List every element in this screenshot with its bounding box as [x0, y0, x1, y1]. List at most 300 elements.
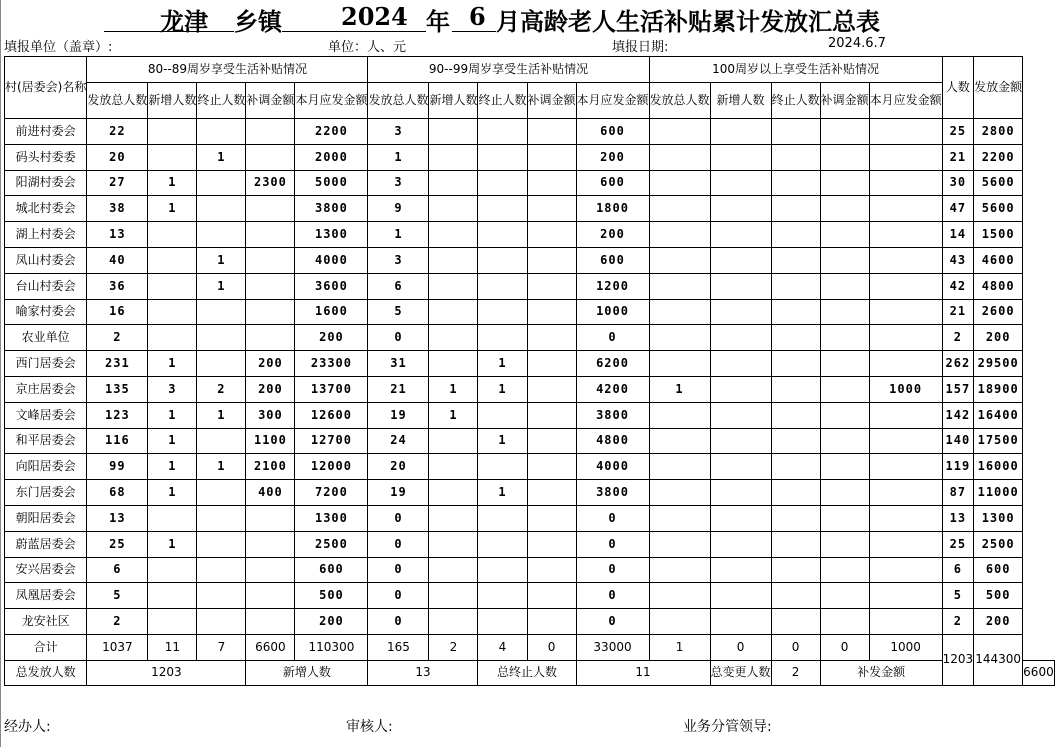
- data-cell[interactable]: 200: [246, 351, 295, 377]
- data-cell[interactable]: 123: [87, 402, 148, 428]
- data-cell[interactable]: [771, 480, 820, 506]
- data-cell[interactable]: 4600: [974, 247, 1023, 273]
- data-cell[interactable]: [148, 583, 197, 609]
- data-cell[interactable]: 0: [576, 609, 649, 635]
- data-cell[interactable]: [771, 583, 820, 609]
- data-cell[interactable]: 22: [87, 119, 148, 145]
- data-cell[interactable]: [710, 196, 771, 222]
- data-cell[interactable]: 1: [197, 144, 246, 170]
- data-cell[interactable]: [649, 170, 710, 196]
- data-cell[interactable]: 17500: [974, 428, 1023, 454]
- data-cell[interactable]: 2: [942, 325, 974, 351]
- data-cell[interactable]: 1: [148, 454, 197, 480]
- data-cell[interactable]: [527, 273, 576, 299]
- village-name-cell[interactable]: 城北村委会: [5, 196, 87, 222]
- data-cell[interactable]: [649, 247, 710, 273]
- village-name-cell[interactable]: 农业单位: [5, 325, 87, 351]
- data-cell[interactable]: [527, 557, 576, 583]
- total-cell[interactable]: 0: [820, 634, 869, 660]
- data-cell[interactable]: [527, 454, 576, 480]
- village-name-cell[interactable]: 喻家村委会: [5, 299, 87, 325]
- data-cell[interactable]: [649, 583, 710, 609]
- data-cell[interactable]: 18900: [974, 376, 1023, 402]
- data-cell[interactable]: [710, 505, 771, 531]
- data-cell[interactable]: 1: [478, 480, 527, 506]
- data-cell[interactable]: [771, 505, 820, 531]
- data-cell[interactable]: 21: [942, 144, 974, 170]
- data-cell[interactable]: 13: [87, 505, 148, 531]
- data-cell[interactable]: [649, 351, 710, 377]
- data-cell[interactable]: [197, 170, 246, 196]
- data-cell[interactable]: 3: [148, 376, 197, 402]
- data-cell[interactable]: 87: [942, 480, 974, 506]
- data-cell[interactable]: 2600: [974, 299, 1023, 325]
- data-cell[interactable]: 2: [87, 609, 148, 635]
- data-cell[interactable]: 119: [942, 454, 974, 480]
- data-cell[interactable]: [429, 351, 478, 377]
- data-cell[interactable]: 262: [942, 351, 974, 377]
- data-cell[interactable]: 200: [295, 325, 368, 351]
- data-cell[interactable]: 0: [576, 583, 649, 609]
- data-cell[interactable]: 600: [974, 557, 1023, 583]
- data-cell[interactable]: [246, 583, 295, 609]
- data-cell[interactable]: [478, 119, 527, 145]
- data-cell[interactable]: 1000: [576, 299, 649, 325]
- village-name-cell[interactable]: 文峰居委会: [5, 402, 87, 428]
- data-cell[interactable]: [429, 273, 478, 299]
- data-cell[interactable]: [429, 557, 478, 583]
- data-cell[interactable]: 600: [576, 247, 649, 273]
- summary-end-value[interactable]: 11: [576, 660, 710, 685]
- data-cell[interactable]: 25: [942, 531, 974, 557]
- data-cell[interactable]: [197, 299, 246, 325]
- data-cell[interactable]: [869, 557, 942, 583]
- data-cell[interactable]: 25: [942, 119, 974, 145]
- data-cell[interactable]: [197, 428, 246, 454]
- data-cell[interactable]: [820, 609, 869, 635]
- data-cell[interactable]: 2200: [295, 119, 368, 145]
- data-cell[interactable]: [478, 402, 527, 428]
- data-cell[interactable]: [246, 531, 295, 557]
- total-cell[interactable]: 2: [429, 634, 478, 660]
- data-cell[interactable]: 1: [649, 376, 710, 402]
- data-cell[interactable]: 0: [576, 505, 649, 531]
- data-cell[interactable]: [148, 609, 197, 635]
- data-cell[interactable]: [527, 325, 576, 351]
- summary-supp-label[interactable]: 补发金额: [820, 660, 942, 685]
- data-cell[interactable]: 0: [368, 505, 429, 531]
- data-cell[interactable]: 1: [148, 531, 197, 557]
- data-cell[interactable]: [527, 583, 576, 609]
- data-cell[interactable]: [869, 402, 942, 428]
- data-cell[interactable]: 1: [429, 402, 478, 428]
- data-cell[interactable]: 2800: [974, 119, 1023, 145]
- data-cell[interactable]: [197, 119, 246, 145]
- data-cell[interactable]: [710, 299, 771, 325]
- data-cell[interactable]: 0: [368, 531, 429, 557]
- data-cell[interactable]: 1800: [576, 196, 649, 222]
- data-cell[interactable]: [148, 557, 197, 583]
- data-cell[interactable]: [429, 325, 478, 351]
- data-cell[interactable]: [148, 325, 197, 351]
- data-cell[interactable]: [148, 299, 197, 325]
- data-cell[interactable]: 7200: [295, 480, 368, 506]
- data-cell[interactable]: 2500: [974, 531, 1023, 557]
- data-cell[interactable]: [771, 273, 820, 299]
- summary-change-value[interactable]: 2: [771, 660, 820, 685]
- data-cell[interactable]: 2200: [974, 144, 1023, 170]
- data-cell[interactable]: 1: [148, 480, 197, 506]
- data-cell[interactable]: [771, 428, 820, 454]
- data-cell[interactable]: 1300: [974, 505, 1023, 531]
- data-cell[interactable]: [527, 351, 576, 377]
- data-cell[interactable]: 27: [87, 170, 148, 196]
- data-cell[interactable]: 9: [368, 196, 429, 222]
- data-cell[interactable]: 68: [87, 480, 148, 506]
- data-cell[interactable]: 1300: [295, 222, 368, 248]
- data-cell[interactable]: [246, 609, 295, 635]
- data-cell[interactable]: [820, 144, 869, 170]
- data-cell[interactable]: [197, 505, 246, 531]
- data-cell[interactable]: 0: [368, 325, 429, 351]
- data-cell[interactable]: [148, 222, 197, 248]
- data-cell[interactable]: [429, 531, 478, 557]
- data-cell[interactable]: 0: [368, 557, 429, 583]
- data-cell[interactable]: [527, 609, 576, 635]
- data-cell[interactable]: [649, 119, 710, 145]
- data-cell[interactable]: [478, 144, 527, 170]
- data-cell[interactable]: [820, 325, 869, 351]
- data-cell[interactable]: 2000: [295, 144, 368, 170]
- data-cell[interactable]: [771, 247, 820, 273]
- data-cell[interactable]: [649, 428, 710, 454]
- data-cell[interactable]: 14: [942, 222, 974, 248]
- data-cell[interactable]: [649, 480, 710, 506]
- total-cell[interactable]: 11: [148, 634, 197, 660]
- data-cell[interactable]: [527, 119, 576, 145]
- data-cell[interactable]: 40: [87, 247, 148, 273]
- data-cell[interactable]: 16000: [974, 454, 1023, 480]
- data-cell[interactable]: 1: [478, 376, 527, 402]
- data-cell[interactable]: 0: [576, 531, 649, 557]
- data-cell[interactable]: [148, 247, 197, 273]
- data-cell[interactable]: [246, 247, 295, 273]
- summary-supp-value[interactable]: 6600: [1023, 660, 1055, 685]
- data-cell[interactable]: [246, 144, 295, 170]
- data-cell[interactable]: [820, 428, 869, 454]
- data-cell[interactable]: [710, 402, 771, 428]
- village-name-cell[interactable]: 安兴居委会: [5, 557, 87, 583]
- data-cell[interactable]: 4800: [576, 428, 649, 454]
- data-cell[interactable]: [148, 273, 197, 299]
- data-cell[interactable]: [429, 480, 478, 506]
- data-cell[interactable]: [429, 583, 478, 609]
- data-cell[interactable]: 1200: [576, 273, 649, 299]
- data-cell[interactable]: 1100: [246, 428, 295, 454]
- data-cell[interactable]: 3: [368, 170, 429, 196]
- data-cell[interactable]: [710, 351, 771, 377]
- data-cell[interactable]: [820, 531, 869, 557]
- data-cell[interactable]: [197, 480, 246, 506]
- village-name-cell[interactable]: 湖上村委会: [5, 222, 87, 248]
- data-cell[interactable]: 1: [148, 428, 197, 454]
- data-cell[interactable]: 200: [246, 376, 295, 402]
- data-cell[interactable]: [148, 505, 197, 531]
- data-cell[interactable]: 21: [942, 299, 974, 325]
- data-cell[interactable]: [246, 557, 295, 583]
- data-cell[interactable]: [649, 531, 710, 557]
- village-name-cell[interactable]: 龙安社区: [5, 609, 87, 635]
- data-cell[interactable]: [246, 505, 295, 531]
- data-cell[interactable]: [869, 170, 942, 196]
- data-cell[interactable]: 1600: [295, 299, 368, 325]
- data-cell[interactable]: 3800: [295, 196, 368, 222]
- data-cell[interactable]: 20: [87, 144, 148, 170]
- data-cell[interactable]: [527, 222, 576, 248]
- data-cell[interactable]: [710, 454, 771, 480]
- data-cell[interactable]: [820, 222, 869, 248]
- data-cell[interactable]: 20: [368, 454, 429, 480]
- data-cell[interactable]: 6: [87, 557, 148, 583]
- data-cell[interactable]: 42: [942, 273, 974, 299]
- data-cell[interactable]: [710, 557, 771, 583]
- data-cell[interactable]: [869, 351, 942, 377]
- data-cell[interactable]: 24: [368, 428, 429, 454]
- data-cell[interactable]: 1: [197, 454, 246, 480]
- data-cell[interactable]: [820, 480, 869, 506]
- data-cell[interactable]: [429, 196, 478, 222]
- data-cell[interactable]: [710, 428, 771, 454]
- data-cell[interactable]: [478, 299, 527, 325]
- data-cell[interactable]: 1: [148, 402, 197, 428]
- data-cell[interactable]: [527, 531, 576, 557]
- data-cell[interactable]: 0: [576, 557, 649, 583]
- data-cell[interactable]: 600: [576, 119, 649, 145]
- data-cell[interactable]: 5000: [295, 170, 368, 196]
- village-name-cell[interactable]: 蔚蓝居委会: [5, 531, 87, 557]
- data-cell[interactable]: 1300: [295, 505, 368, 531]
- data-cell[interactable]: 1: [148, 170, 197, 196]
- data-cell[interactable]: [197, 609, 246, 635]
- data-cell[interactable]: [478, 247, 527, 273]
- data-cell[interactable]: [649, 557, 710, 583]
- village-name-cell[interactable]: 凤凰居委会: [5, 583, 87, 609]
- data-cell[interactable]: [649, 454, 710, 480]
- village-name-cell[interactable]: 台山村委会: [5, 273, 87, 299]
- data-cell[interactable]: [820, 299, 869, 325]
- data-cell[interactable]: [710, 144, 771, 170]
- data-cell[interactable]: 6200: [576, 351, 649, 377]
- data-cell[interactable]: 5: [368, 299, 429, 325]
- data-cell[interactable]: [649, 505, 710, 531]
- data-cell[interactable]: 38: [87, 196, 148, 222]
- total-cell[interactable]: 0: [710, 634, 771, 660]
- summary-end-label[interactable]: 总终止人数: [478, 660, 576, 685]
- data-cell[interactable]: 200: [974, 609, 1023, 635]
- data-cell[interactable]: 30: [942, 170, 974, 196]
- data-cell[interactable]: 1: [148, 196, 197, 222]
- data-cell[interactable]: [527, 402, 576, 428]
- data-cell[interactable]: 500: [974, 583, 1023, 609]
- data-cell[interactable]: [148, 144, 197, 170]
- data-cell[interactable]: 12600: [295, 402, 368, 428]
- data-cell[interactable]: [771, 170, 820, 196]
- village-name-cell[interactable]: 朝阳居委会: [5, 505, 87, 531]
- data-cell[interactable]: 2: [197, 376, 246, 402]
- data-cell[interactable]: [869, 299, 942, 325]
- total-cell[interactable]: 4: [478, 634, 527, 660]
- data-cell[interactable]: [197, 583, 246, 609]
- data-cell[interactable]: 2500: [295, 531, 368, 557]
- data-cell[interactable]: [649, 299, 710, 325]
- summary-total-issue-label[interactable]: 总发放人数: [5, 660, 87, 685]
- data-cell[interactable]: 4800: [974, 273, 1023, 299]
- data-cell[interactable]: 16: [87, 299, 148, 325]
- data-cell[interactable]: 1: [368, 222, 429, 248]
- data-cell[interactable]: [710, 119, 771, 145]
- data-cell[interactable]: 25: [87, 531, 148, 557]
- data-cell[interactable]: [710, 376, 771, 402]
- total-cell[interactable]: 33000: [576, 634, 649, 660]
- data-cell[interactable]: [869, 325, 942, 351]
- data-cell[interactable]: [771, 351, 820, 377]
- data-cell[interactable]: [820, 454, 869, 480]
- data-cell[interactable]: [527, 196, 576, 222]
- data-cell[interactable]: 200: [576, 144, 649, 170]
- data-cell[interactable]: [771, 196, 820, 222]
- data-cell[interactable]: [771, 376, 820, 402]
- data-cell[interactable]: [771, 325, 820, 351]
- summary-new-value[interactable]: 13: [368, 660, 478, 685]
- data-cell[interactable]: [429, 170, 478, 196]
- data-cell[interactable]: 1: [478, 428, 527, 454]
- data-cell[interactable]: [197, 531, 246, 557]
- data-cell[interactable]: [869, 273, 942, 299]
- data-cell[interactable]: [429, 609, 478, 635]
- data-cell[interactable]: 3: [368, 247, 429, 273]
- data-cell[interactable]: [246, 119, 295, 145]
- data-cell[interactable]: [197, 325, 246, 351]
- data-cell[interactable]: [478, 222, 527, 248]
- data-cell[interactable]: [429, 144, 478, 170]
- data-cell[interactable]: 200: [576, 222, 649, 248]
- data-cell[interactable]: [820, 505, 869, 531]
- data-cell[interactable]: [869, 583, 942, 609]
- data-cell[interactable]: [478, 583, 527, 609]
- data-cell[interactable]: [710, 273, 771, 299]
- total-cell[interactable]: 1037: [87, 634, 148, 660]
- data-cell[interactable]: [771, 119, 820, 145]
- data-cell[interactable]: [197, 196, 246, 222]
- data-cell[interactable]: [820, 402, 869, 428]
- village-name-cell[interactable]: 阳湖村委会: [5, 170, 87, 196]
- data-cell[interactable]: [527, 480, 576, 506]
- data-cell[interactable]: 6: [942, 557, 974, 583]
- data-cell[interactable]: [820, 273, 869, 299]
- data-cell[interactable]: 2: [87, 325, 148, 351]
- data-cell[interactable]: [649, 325, 710, 351]
- data-cell[interactable]: [429, 428, 478, 454]
- data-cell[interactable]: 6: [368, 273, 429, 299]
- summary-change-label[interactable]: 总变更人数: [710, 660, 771, 685]
- data-cell[interactable]: [710, 247, 771, 273]
- data-cell[interactable]: 21: [368, 376, 429, 402]
- data-cell[interactable]: 1: [197, 273, 246, 299]
- data-cell[interactable]: 29500: [974, 351, 1023, 377]
- data-cell[interactable]: 2: [942, 609, 974, 635]
- data-cell[interactable]: [820, 170, 869, 196]
- data-cell[interactable]: 2300: [246, 170, 295, 196]
- data-cell[interactable]: [869, 247, 942, 273]
- data-cell[interactable]: 3800: [576, 402, 649, 428]
- data-cell[interactable]: [710, 325, 771, 351]
- data-cell[interactable]: 500: [295, 583, 368, 609]
- data-cell[interactable]: 5600: [974, 196, 1023, 222]
- total-cell[interactable]: 7: [197, 634, 246, 660]
- data-cell[interactable]: 13700: [295, 376, 368, 402]
- village-name-cell[interactable]: 东门居委会: [5, 480, 87, 506]
- data-cell[interactable]: 19: [368, 480, 429, 506]
- data-cell[interactable]: 3800: [576, 480, 649, 506]
- data-cell[interactable]: [869, 505, 942, 531]
- data-cell[interactable]: [771, 531, 820, 557]
- data-cell[interactable]: 4000: [295, 247, 368, 273]
- data-cell[interactable]: [527, 299, 576, 325]
- data-cell[interactable]: 1: [197, 402, 246, 428]
- data-cell[interactable]: 5: [87, 583, 148, 609]
- data-cell[interactable]: 1000: [869, 376, 942, 402]
- summary-total-issue-value[interactable]: 1203: [87, 660, 246, 685]
- total-cell[interactable]: 6600: [246, 634, 295, 660]
- data-cell[interactable]: [710, 583, 771, 609]
- data-cell[interactable]: [478, 170, 527, 196]
- data-cell[interactable]: 23300: [295, 351, 368, 377]
- village-name-cell[interactable]: 京庄居委会: [5, 376, 87, 402]
- total-cell[interactable]: 1: [649, 634, 710, 660]
- data-cell[interactable]: [527, 144, 576, 170]
- data-cell[interactable]: [771, 402, 820, 428]
- data-cell[interactable]: [429, 454, 478, 480]
- data-cell[interactable]: [869, 454, 942, 480]
- data-cell[interactable]: [429, 247, 478, 273]
- data-cell[interactable]: [246, 325, 295, 351]
- data-cell[interactable]: 116: [87, 428, 148, 454]
- data-cell[interactable]: 0: [368, 609, 429, 635]
- data-cell[interactable]: 0: [576, 325, 649, 351]
- total-cell[interactable]: 110300: [295, 634, 368, 660]
- data-cell[interactable]: [527, 428, 576, 454]
- data-cell[interactable]: 300: [246, 402, 295, 428]
- data-cell[interactable]: [649, 222, 710, 248]
- data-cell[interactable]: 43: [942, 247, 974, 273]
- total-cell[interactable]: 0: [771, 634, 820, 660]
- data-cell[interactable]: [197, 222, 246, 248]
- data-cell[interactable]: [478, 609, 527, 635]
- data-cell[interactable]: [478, 196, 527, 222]
- data-cell[interactable]: [478, 454, 527, 480]
- data-cell[interactable]: [820, 351, 869, 377]
- data-cell[interactable]: 3600: [295, 273, 368, 299]
- village-name-cell[interactable]: 向阳居委会: [5, 454, 87, 480]
- data-cell[interactable]: 11000: [974, 480, 1023, 506]
- data-cell[interactable]: [820, 196, 869, 222]
- data-cell[interactable]: 4000: [576, 454, 649, 480]
- data-cell[interactable]: 2100: [246, 454, 295, 480]
- data-cell[interactable]: [820, 119, 869, 145]
- data-cell[interactable]: 99: [87, 454, 148, 480]
- data-cell[interactable]: [771, 454, 820, 480]
- data-cell[interactable]: 12000: [295, 454, 368, 480]
